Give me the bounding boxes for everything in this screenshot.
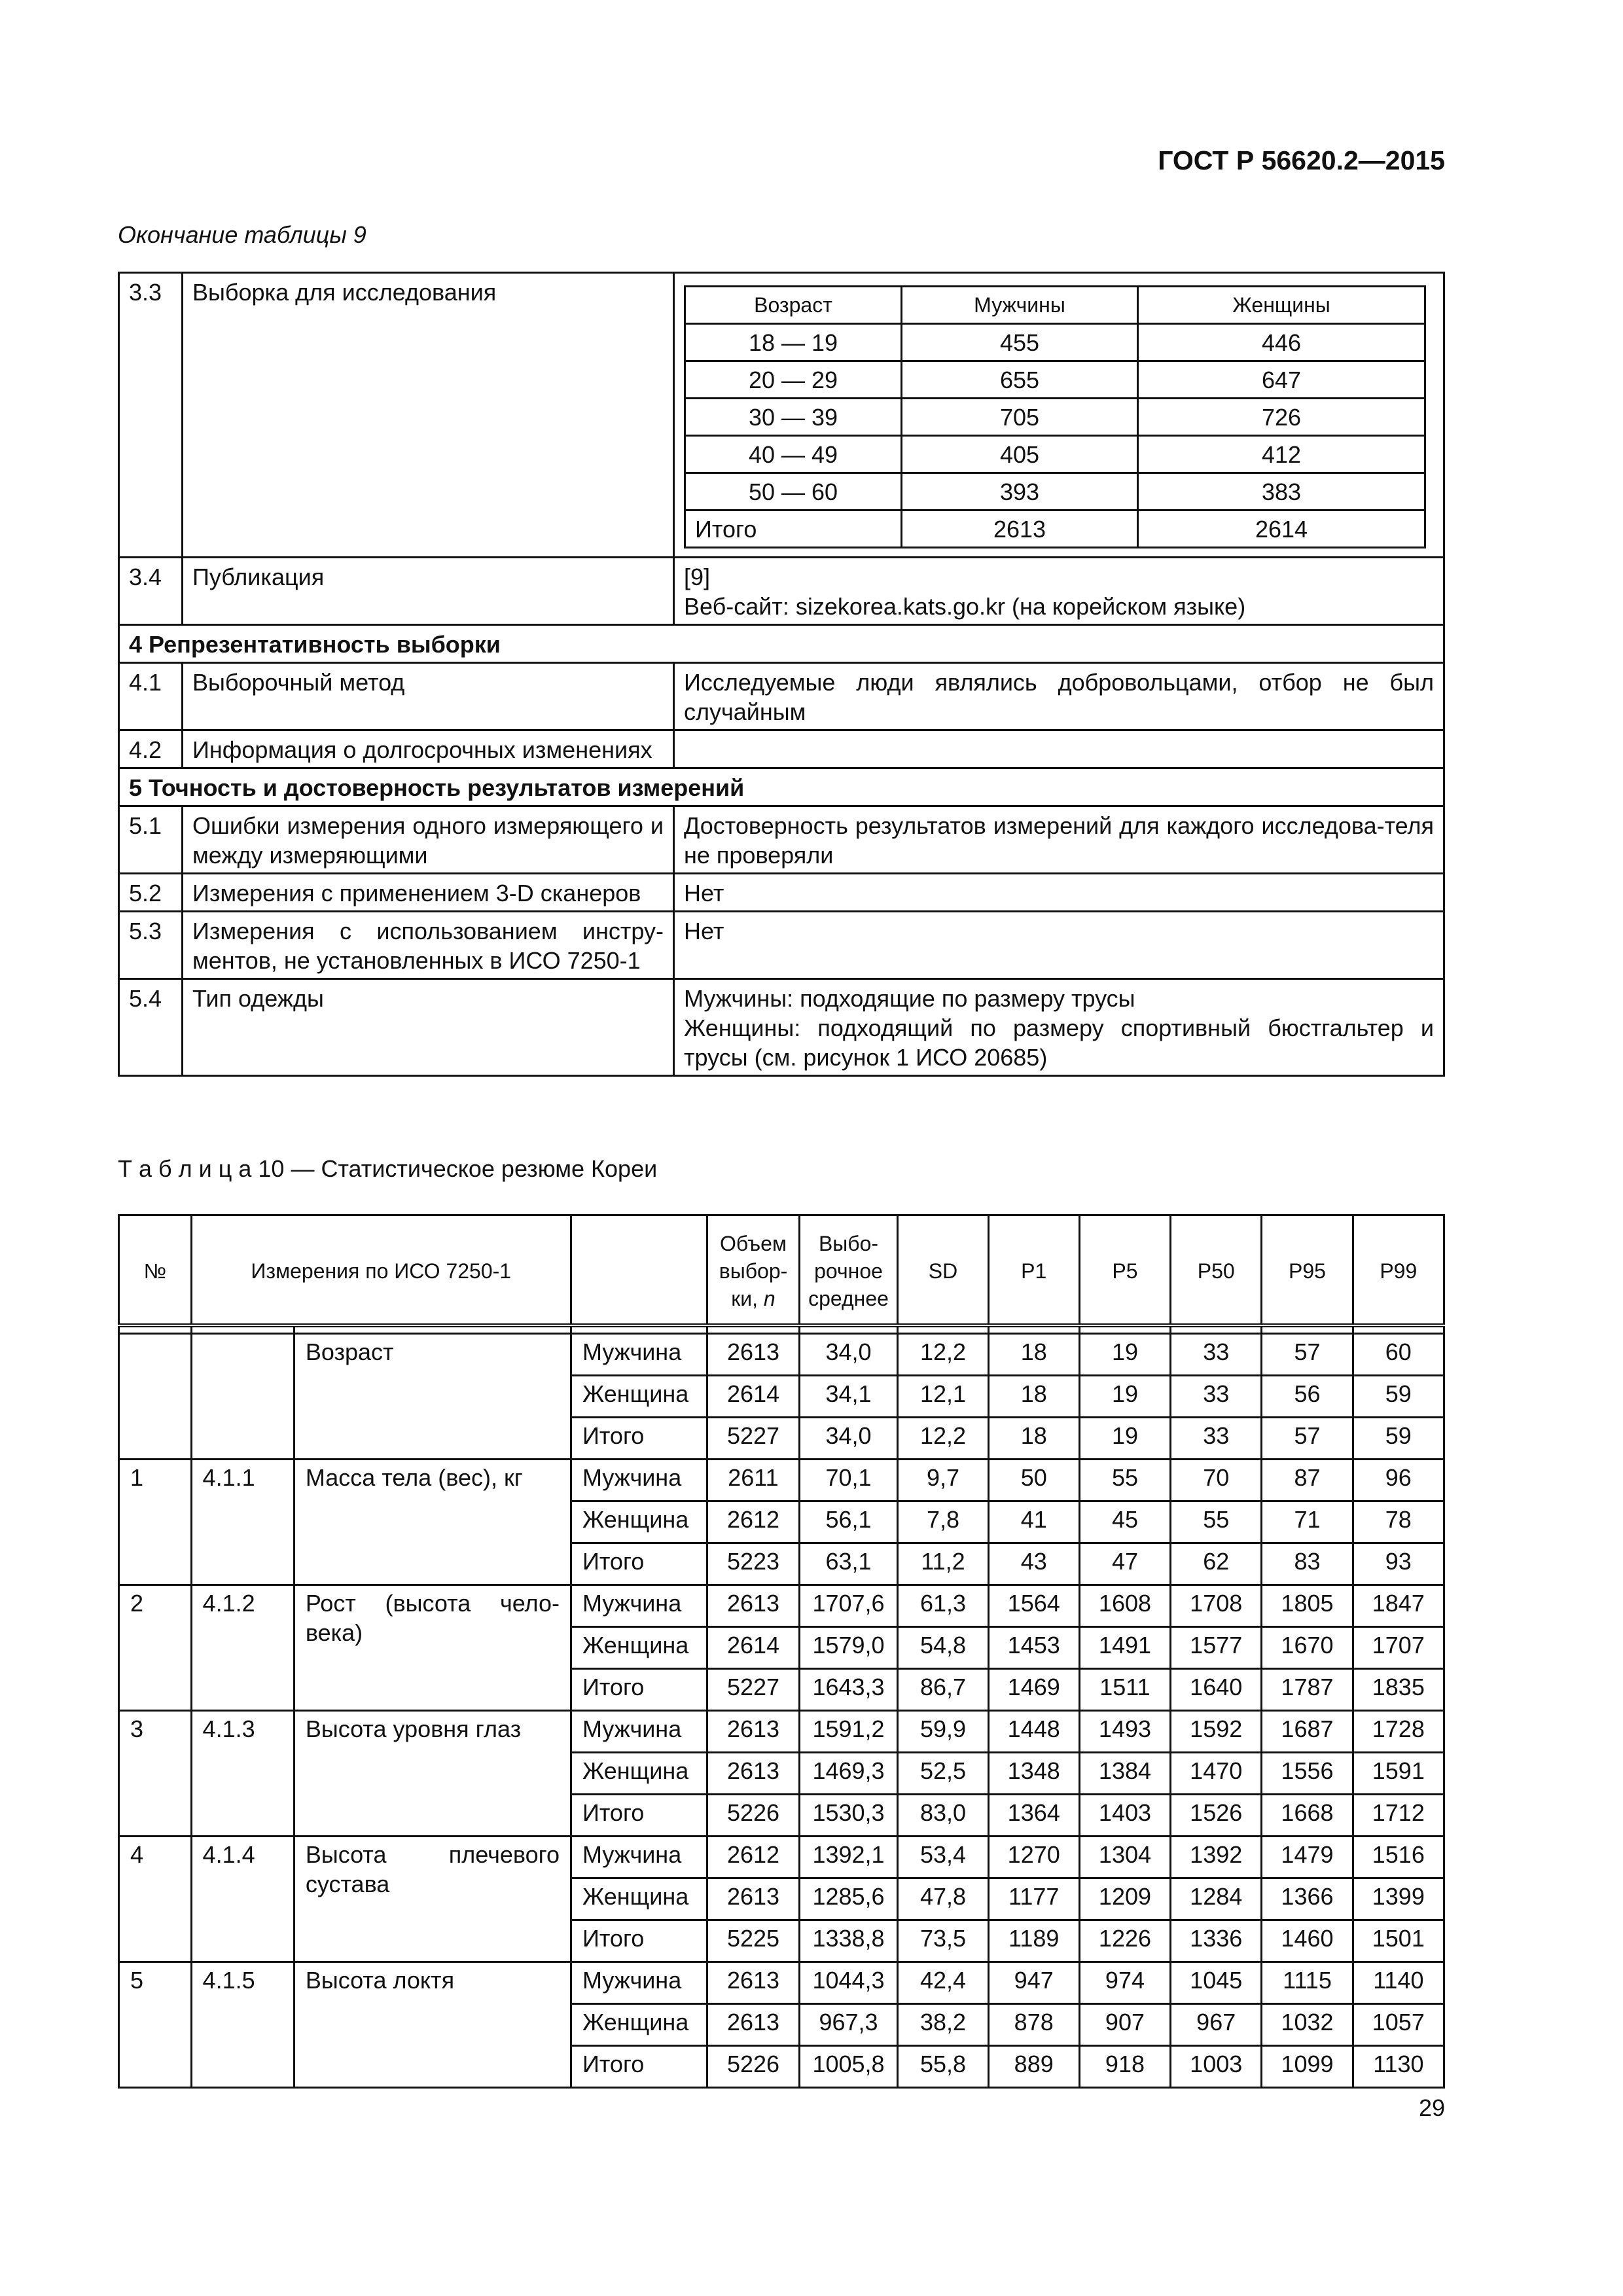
p5-value: 1511 [1079, 1669, 1170, 1711]
table-10-caption: Т а б л и ц а 10 — Статистическое резюме Кореи [118, 1155, 658, 1182]
spacer-cell [799, 1325, 898, 1334]
p50-value: 62 [1171, 1543, 1262, 1585]
p1-value: 41 [988, 1501, 1079, 1543]
measurement-name: Высота уровня глаз [294, 1711, 571, 1837]
sample-women: 726 [1138, 399, 1425, 436]
measurement-number [119, 1334, 192, 1460]
p5-value: 1226 [1079, 1920, 1170, 1962]
table-row [119, 1334, 1444, 1376]
p5-value: 1209 [1079, 1878, 1170, 1920]
p95-value: 1687 [1262, 1711, 1353, 1753]
sd-value: 59,9 [898, 1711, 988, 1753]
group-label: Мужчина [571, 1711, 707, 1753]
p99-value: 1516 [1353, 1837, 1444, 1878]
col-header-measurement: Измерения по ИСО 7250-1 [191, 1215, 571, 1326]
p1-value: 18 [988, 1376, 1079, 1418]
p1-value: 878 [988, 2004, 1079, 2046]
sample-age: 18 — 19 [685, 324, 902, 361]
measurement-name: Масса тела (вес), кг [294, 1460, 571, 1585]
clothing-men: Мужчины: подходящие по размеру трусы [684, 985, 1135, 1012]
p1-value: 1270 [988, 1837, 1079, 1878]
p50-value: 1592 [1171, 1711, 1262, 1753]
p50-value: 1640 [1171, 1669, 1262, 1711]
sample-mean: 1579,0 [799, 1627, 898, 1669]
p5-value: 45 [1079, 1501, 1170, 1543]
sample-size: 2612 [707, 1501, 799, 1543]
sd-value: 55,8 [898, 2046, 988, 2088]
p99-value: 1140 [1353, 1962, 1444, 2004]
p95-value: 1479 [1262, 1837, 1353, 1878]
p95-value: 1099 [1262, 2046, 1353, 2088]
sd-value: 83,0 [898, 1795, 988, 1837]
p1-value: 18 [988, 1334, 1079, 1376]
p99-value: 93 [1353, 1543, 1444, 1585]
row-label: Тип одежды [183, 979, 674, 1076]
sample-men: 2613 [902, 511, 1138, 548]
sample-size: 2613 [707, 1585, 799, 1627]
measurement-code: 4.1.5 [191, 1962, 294, 2088]
group-label: Женщина [571, 2004, 707, 2046]
sample-mean: 1530,3 [799, 1795, 898, 1837]
col-header-p95: P95 [1262, 1215, 1353, 1326]
row-value: Исследуемые люди являлись добровольцами, отбор не был случайным [674, 663, 1444, 730]
p1-value: 889 [988, 2046, 1079, 2088]
p1-value: 1364 [988, 1795, 1079, 1837]
spacer-cell [1079, 1325, 1170, 1334]
section-row [119, 625, 1444, 663]
col-header-p99: P99 [1353, 1215, 1444, 1326]
p95-value: 71 [1262, 1501, 1353, 1543]
row-label: Информация о долгосрочных изменениях [183, 730, 674, 768]
table-row [119, 1585, 1444, 1627]
table-row [119, 730, 1444, 768]
sample-mean: 967,3 [799, 2004, 898, 2046]
p1-value: 18 [988, 1418, 1079, 1460]
clothing-women: Женщины: подходящий по размеру спортивный бюстгальтер и трусы (см. рисунок 1 ИСО 20685) [684, 1014, 1434, 1071]
p5-value: 47 [1079, 1543, 1170, 1585]
sample-size: 5227 [707, 1418, 799, 1460]
sample-row [685, 324, 1425, 361]
row-label: Ошибки измерения одного измеряющего и между измеряющими [183, 806, 674, 874]
sd-value: 53,4 [898, 1837, 988, 1878]
p50-value: 1470 [1171, 1753, 1262, 1795]
sample-total-row [685, 511, 1425, 548]
group-label: Женщина [571, 1501, 707, 1543]
page-number: 29 [1418, 2094, 1445, 2121]
section-heading: 4 Репрезентативность выборки [119, 625, 1444, 663]
sample-size: 5226 [707, 1795, 799, 1837]
sd-value: 42,4 [898, 1962, 988, 2004]
sample-size: 2613 [707, 1878, 799, 1920]
measurement-number: 4 [119, 1837, 192, 1962]
table-9 [118, 272, 1445, 1077]
p5-value: 1491 [1079, 1627, 1170, 1669]
sample-women: 647 [1138, 361, 1425, 399]
sd-value: 47,8 [898, 1878, 988, 1920]
table-10-body [119, 1334, 1444, 2088]
sample-mean: 63,1 [799, 1543, 898, 1585]
section-heading: 5 Точность и достоверность результатов измерений [119, 768, 1444, 806]
p50-value: 55 [1171, 1501, 1262, 1543]
sample-men: 455 [902, 324, 1138, 361]
p95-value: 56 [1262, 1376, 1353, 1418]
p99-value: 78 [1353, 1501, 1444, 1543]
group-label: Женщина [571, 1627, 707, 1669]
row-value [674, 558, 1444, 625]
group-label: Мужчина [571, 1837, 707, 1878]
measurement-code: 4.1.4 [191, 1837, 294, 1962]
table-10-header-row [119, 1215, 1444, 1326]
p5-value: 1493 [1079, 1711, 1170, 1753]
group-label: Мужчина [571, 1334, 707, 1376]
p5-value: 1384 [1079, 1753, 1170, 1795]
row-label: Выборочный метод [183, 663, 674, 730]
table-row [119, 663, 1444, 730]
measurement-name: Высота локтя [294, 1962, 571, 2088]
spacer-cell [1171, 1325, 1262, 1334]
sample-header-age: Возраст [685, 287, 902, 324]
row-number: 5.4 [119, 979, 183, 1076]
spacer-cell [1262, 1325, 1353, 1334]
group-label: Женщина [571, 1878, 707, 1920]
col-header-sd: SD [898, 1215, 988, 1326]
row-value: Нет [674, 874, 1444, 912]
table-row [119, 979, 1444, 1076]
p95-value: 87 [1262, 1460, 1353, 1501]
sample-row [685, 361, 1425, 399]
sample-row [685, 436, 1425, 473]
sample-age: 20 — 29 [685, 361, 902, 399]
p50-value: 1045 [1171, 1962, 1262, 2004]
spacer-cell [191, 1325, 294, 1334]
p95-value: 1670 [1262, 1627, 1353, 1669]
publication-reference: [9] [684, 564, 711, 590]
p50-value: 1392 [1171, 1837, 1262, 1878]
p95-value: 1805 [1262, 1585, 1353, 1627]
measurement-name: Высота плечевого сустава [294, 1837, 571, 1962]
group-label: Мужчина [571, 1460, 707, 1501]
col-header-p5: P5 [1079, 1215, 1170, 1326]
sample-header-row [685, 287, 1425, 324]
sample-size: 2614 [707, 1376, 799, 1418]
p99-value: 1728 [1353, 1711, 1444, 1753]
sample-men: 393 [902, 473, 1138, 511]
p99-value: 59 [1353, 1418, 1444, 1460]
group-label: Итого [571, 2046, 707, 2088]
p99-value: 1057 [1353, 2004, 1444, 2046]
table-row [119, 806, 1444, 874]
p50-value: 70 [1171, 1460, 1262, 1501]
sample-age: 50 — 60 [685, 473, 902, 511]
sample-header-women: Женщины [1138, 287, 1425, 324]
spacer-cell [988, 1325, 1079, 1334]
sample-size: 5225 [707, 1920, 799, 1962]
p50-value: 33 [1171, 1376, 1262, 1418]
sample-age: 30 — 39 [685, 399, 902, 436]
section-row [119, 768, 1444, 806]
row-label: Выборка для исследования [183, 273, 674, 558]
p99-value: 1591 [1353, 1753, 1444, 1795]
group-label: Итого [571, 1543, 707, 1585]
sample-row [685, 473, 1425, 511]
document-header: ГОСТ Р 56620.2—2015 [1158, 145, 1445, 175]
p1-value: 947 [988, 1962, 1079, 2004]
p95-value: 1460 [1262, 1920, 1353, 1962]
measurement-code: 4.1.1 [191, 1460, 294, 1585]
p50-value: 33 [1171, 1418, 1262, 1460]
p95-value: 1668 [1262, 1795, 1353, 1837]
sample-size: 2614 [707, 1627, 799, 1669]
row-label: Измерения с применением 3-D сканеров [183, 874, 674, 912]
table-10 [118, 1214, 1445, 2089]
spacer-cell [571, 1325, 707, 1334]
p5-value: 1403 [1079, 1795, 1170, 1837]
p50-value: 1577 [1171, 1627, 1262, 1669]
sample-size: 2613 [707, 1962, 799, 2004]
p99-value: 1707 [1353, 1627, 1444, 1669]
p99-value: 1712 [1353, 1795, 1444, 1837]
row-value [674, 730, 1444, 768]
row-number: 5.1 [119, 806, 183, 874]
sample-women: 383 [1138, 473, 1425, 511]
measurement-code: 4.1.2 [191, 1585, 294, 1711]
sample-mean: 1044,3 [799, 1962, 898, 2004]
measurement-name: Рост (высота чело-века) [294, 1585, 571, 1711]
col-header-p1: P1 [988, 1215, 1079, 1326]
sample-mean: 34,0 [799, 1334, 898, 1376]
col-header-number: № [119, 1215, 192, 1326]
group-label: Мужчина [571, 1585, 707, 1627]
p50-value: 1284 [1171, 1878, 1262, 1920]
p50-value: 33 [1171, 1334, 1262, 1376]
sample-mean: 1285,6 [799, 1878, 898, 1920]
sample-mean: 56,1 [799, 1501, 898, 1543]
sample-mean: 1469,3 [799, 1753, 898, 1795]
table-row [119, 1711, 1444, 1753]
sample-size: 2613 [707, 1753, 799, 1795]
table-row [119, 273, 1444, 558]
sd-value: 61,3 [898, 1585, 988, 1627]
sd-value: 52,5 [898, 1753, 988, 1795]
table-row [119, 874, 1444, 912]
sample-mean: 1591,2 [799, 1711, 898, 1753]
sample-size: 5227 [707, 1669, 799, 1711]
p95-value: 83 [1262, 1543, 1353, 1585]
sample-women: 2614 [1138, 511, 1425, 548]
sample-men: 405 [902, 436, 1138, 473]
col-header-p50: P50 [1171, 1215, 1262, 1326]
p50-value: 1003 [1171, 2046, 1262, 2088]
measurement-code [191, 1334, 294, 1460]
sample-mean: 1005,8 [799, 2046, 898, 2088]
p50-value: 1526 [1171, 1795, 1262, 1837]
sample-age: 40 — 49 [685, 436, 902, 473]
spacer-cell [898, 1325, 988, 1334]
group-label: Итого [571, 1669, 707, 1711]
table-row [119, 558, 1444, 625]
col-header-group [571, 1215, 707, 1326]
measurement-name: Возраст [294, 1334, 571, 1460]
p1-value: 1189 [988, 1920, 1079, 1962]
sample-size: 2611 [707, 1460, 799, 1501]
p95-value: 1556 [1262, 1753, 1353, 1795]
sample-women: 446 [1138, 324, 1425, 361]
sd-value: 12,1 [898, 1376, 988, 1418]
sample-mean: 34,0 [799, 1418, 898, 1460]
sample-mean: 1392,1 [799, 1837, 898, 1878]
p5-value: 974 [1079, 1962, 1170, 2004]
p95-value: 1032 [1262, 2004, 1353, 2046]
p95-value: 1115 [1262, 1962, 1353, 2004]
p1-value: 43 [988, 1543, 1079, 1585]
spacer-cell [294, 1325, 571, 1334]
p1-value: 1177 [988, 1878, 1079, 1920]
group-label: Итого [571, 1920, 707, 1962]
measurement-number: 1 [119, 1460, 192, 1585]
table-row [119, 1962, 1444, 2004]
p1-value: 1348 [988, 1753, 1079, 1795]
sample-table [684, 285, 1426, 548]
sample-size: 2612 [707, 1837, 799, 1878]
p5-value: 1608 [1079, 1585, 1170, 1627]
sample-mean: 70,1 [799, 1460, 898, 1501]
publication-website: Веб-сайт: sizekorea.kats.go.kr (на корейском языке) [684, 593, 1246, 620]
sample-size: 5226 [707, 2046, 799, 2088]
row-number: 5.2 [119, 874, 183, 912]
row-label: Публикация [183, 558, 674, 625]
group-label: Итого [571, 1795, 707, 1837]
p1-value: 1564 [988, 1585, 1079, 1627]
p50-value: 1336 [1171, 1920, 1262, 1962]
row-number: 3.4 [119, 558, 183, 625]
p5-value: 907 [1079, 2004, 1170, 2046]
measurement-number: 5 [119, 1962, 192, 2088]
row-number: 5.3 [119, 912, 183, 979]
sd-value: 12,2 [898, 1418, 988, 1460]
p95-value: 1366 [1262, 1878, 1353, 1920]
sample-size: 5223 [707, 1543, 799, 1585]
col-header-mean: Выбо-рочное среднее [799, 1215, 898, 1326]
table-row [119, 1460, 1444, 1501]
row-value [674, 979, 1444, 1076]
sd-value: 38,2 [898, 2004, 988, 2046]
sd-value: 9,7 [898, 1460, 988, 1501]
sd-value: 73,5 [898, 1920, 988, 1962]
measurement-number: 2 [119, 1585, 192, 1711]
p50-value: 967 [1171, 2004, 1262, 2046]
table-row [119, 1837, 1444, 1878]
sample-mean: 1643,3 [799, 1669, 898, 1711]
p5-value: 1304 [1079, 1837, 1170, 1878]
sd-value: 12,2 [898, 1334, 988, 1376]
sample-age: Итого [685, 511, 902, 548]
sd-value: 54,8 [898, 1627, 988, 1669]
p1-value: 1448 [988, 1711, 1079, 1753]
p95-value: 57 [1262, 1418, 1353, 1460]
measurement-number: 3 [119, 1711, 192, 1837]
table-continuation-caption: Окончание таблицы 9 [118, 221, 366, 248]
spacer-cell [119, 1325, 192, 1334]
p5-value: 19 [1079, 1334, 1170, 1376]
row-value: Достоверность результатов измерений для каждого исследова-теля не проверяли [674, 806, 1444, 874]
sd-value: 11,2 [898, 1543, 988, 1585]
group-label: Женщина [571, 1376, 707, 1418]
sample-women: 412 [1138, 436, 1425, 473]
sample-mean: 1338,8 [799, 1920, 898, 1962]
sample-size: 2613 [707, 1711, 799, 1753]
spacer-cell [1353, 1325, 1444, 1334]
p95-value: 57 [1262, 1334, 1353, 1376]
header-spacer-row [119, 1325, 1444, 1334]
p99-value: 1399 [1353, 1878, 1444, 1920]
p5-value: 19 [1079, 1376, 1170, 1418]
p99-value: 1847 [1353, 1585, 1444, 1627]
sample-mean: 1707,6 [799, 1585, 898, 1627]
p99-value: 96 [1353, 1460, 1444, 1501]
sd-value: 86,7 [898, 1669, 988, 1711]
measurement-code: 4.1.3 [191, 1711, 294, 1837]
row-number: 3.3 [119, 273, 183, 558]
p50-value: 1708 [1171, 1585, 1262, 1627]
sample-cell [674, 273, 1444, 558]
p1-value: 1453 [988, 1627, 1079, 1669]
table-row [119, 912, 1444, 979]
group-label: Женщина [571, 1753, 707, 1795]
row-number: 4.2 [119, 730, 183, 768]
sd-value: 7,8 [898, 1501, 988, 1543]
sample-men: 655 [902, 361, 1138, 399]
sample-row [685, 399, 1425, 436]
row-number: 4.1 [119, 663, 183, 730]
sample-header-men: Мужчины [902, 287, 1138, 324]
p99-value: 1835 [1353, 1669, 1444, 1711]
p99-value: 60 [1353, 1334, 1444, 1376]
sample-size: 2613 [707, 1334, 799, 1376]
spacer-cell [707, 1325, 799, 1334]
p1-value: 1469 [988, 1669, 1079, 1711]
p99-value: 1130 [1353, 2046, 1444, 2088]
p99-value: 1501 [1353, 1920, 1444, 1962]
row-value: Нет [674, 912, 1444, 979]
p99-value: 59 [1353, 1376, 1444, 1418]
p95-value: 1787 [1262, 1669, 1353, 1711]
p5-value: 19 [1079, 1418, 1170, 1460]
p5-value: 918 [1079, 2046, 1170, 2088]
sample-size: 2613 [707, 2004, 799, 2046]
p5-value: 55 [1079, 1460, 1170, 1501]
col-header-sample-size: Объем выбор-ки, n [707, 1215, 799, 1326]
group-label: Итого [571, 1418, 707, 1460]
group-label: Мужчина [571, 1962, 707, 2004]
p1-value: 50 [988, 1460, 1079, 1501]
sample-men: 705 [902, 399, 1138, 436]
sample-mean: 34,1 [799, 1376, 898, 1418]
row-label: Измерения с использованием инстру-ментов, не установленных в ИСО 7250-1 [183, 912, 674, 979]
